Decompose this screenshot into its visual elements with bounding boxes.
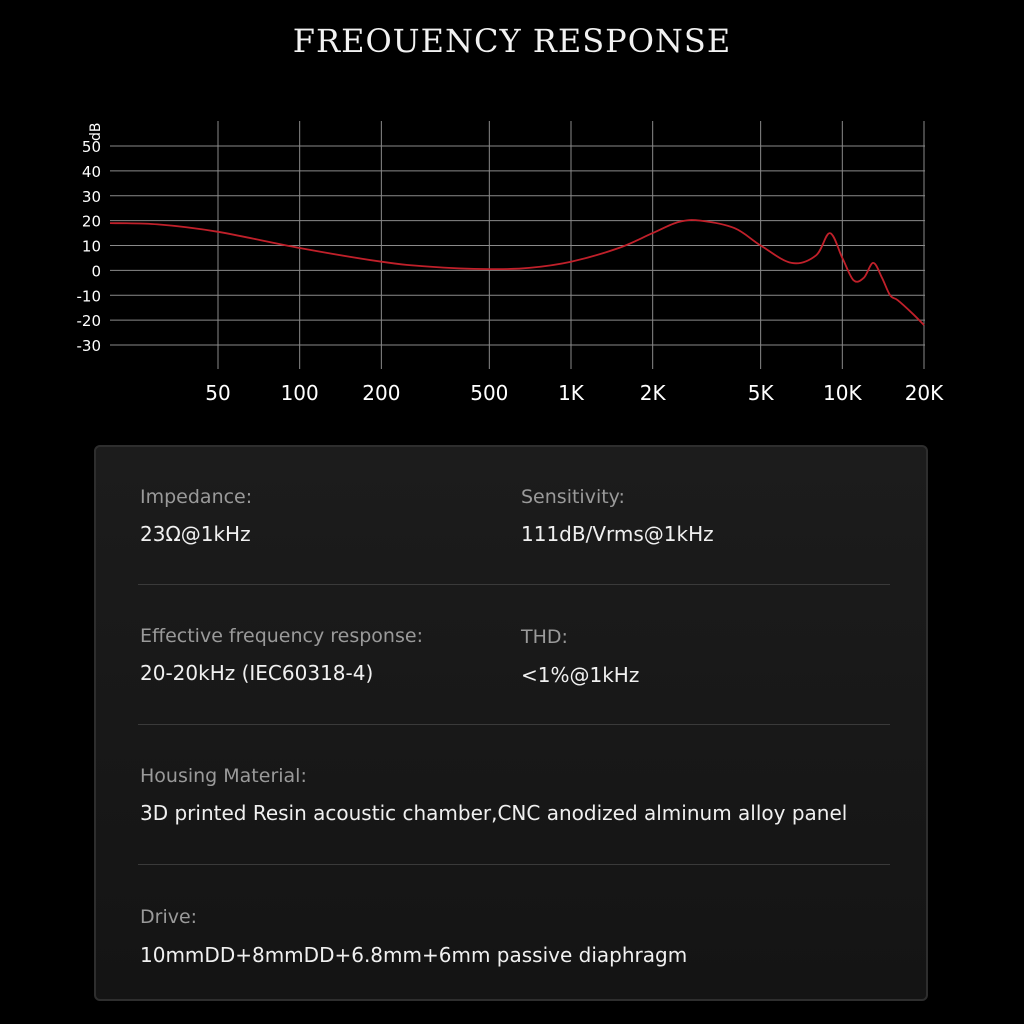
sensitivity-value: 111dB/Vrms@1kHz bbox=[521, 522, 714, 546]
x-tick-label: 20K bbox=[904, 381, 944, 405]
x-tick-label: 100 bbox=[280, 381, 319, 405]
y-tick-label: -20 bbox=[76, 312, 101, 331]
x-tick-label: 5K bbox=[747, 381, 774, 405]
impedance-label: Impedance: bbox=[140, 486, 253, 508]
x-tick-label: 1K bbox=[558, 381, 584, 405]
y-axis-unit: dB bbox=[88, 122, 104, 141]
spec-card bbox=[94, 445, 928, 1001]
y-tick-labels bbox=[77, 138, 102, 355]
frequency-response-line bbox=[110, 220, 924, 325]
x-tick-label: 50 bbox=[205, 381, 231, 405]
chart-title: FREOUENCY RESPONSE bbox=[292, 22, 732, 60]
y-tick-label: -10 bbox=[76, 287, 101, 306]
frequency-response-chart bbox=[0, 0, 1024, 420]
y-tick-label: 10 bbox=[81, 237, 101, 256]
x-tick-labels bbox=[205, 381, 944, 405]
x-tick-label: 500 bbox=[470, 381, 509, 405]
frequency-response-value: 20-20kHz (IEC60318-4) bbox=[140, 661, 374, 685]
sensitivity-label: Sensitivity: bbox=[521, 486, 625, 508]
y-tick-label: -30 bbox=[76, 337, 101, 355]
y-tick-label: 50 bbox=[81, 138, 101, 156]
housing-material-label: Housing Material: bbox=[140, 765, 307, 787]
drive-value: 10mmDD+8mmDD+6.8mm+6mm passive diaphragm bbox=[140, 943, 688, 967]
y-tick-label: 20 bbox=[81, 212, 101, 231]
y-tick-label: 30 bbox=[81, 187, 101, 206]
chart-grid bbox=[110, 121, 925, 369]
y-tick-label: 0 bbox=[91, 262, 101, 281]
x-tick-label: 200 bbox=[362, 381, 401, 405]
divider bbox=[138, 724, 890, 725]
impedance-value: 23Ω@1kHz bbox=[140, 522, 251, 546]
frequency-response-label: Effective frequency response: bbox=[140, 625, 423, 647]
x-tick-label: 2K bbox=[639, 381, 666, 405]
thd-value: <1%@1kHz bbox=[521, 663, 640, 687]
y-tick-label: 40 bbox=[81, 162, 101, 181]
x-tick-label: 10K bbox=[823, 381, 862, 405]
thd-label: THD: bbox=[521, 626, 568, 648]
divider bbox=[138, 584, 890, 585]
drive-label: Drive: bbox=[140, 906, 198, 928]
divider bbox=[138, 864, 890, 865]
housing-material-value: 3D printed Resin acoustic chamber,CNC anodized alminum alloy panel bbox=[140, 801, 848, 825]
